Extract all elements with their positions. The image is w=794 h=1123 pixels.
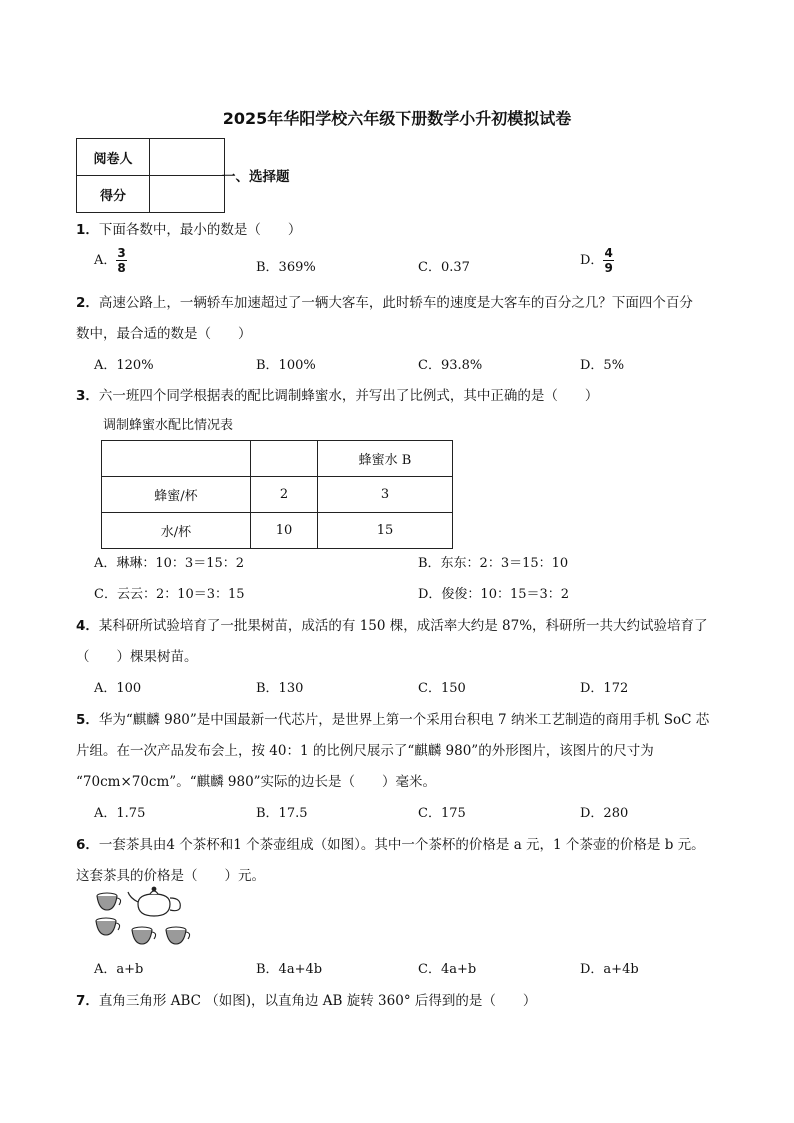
table-cell: 蜂蜜水 B: [318, 441, 453, 477]
q1-option-b: B．369%: [256, 260, 316, 275]
question-text: 六一班四个同学根据表的配比调制蜂蜜水，并写出了比例式，其中正确的是（ ）: [98, 388, 599, 404]
page-title: 2025年华阳学校六年级下册数学小升初模拟试卷: [222, 109, 572, 128]
teaset-figure: [92, 886, 198, 950]
table-cell: 蜂蜜/杯: [102, 477, 251, 513]
question-number: 6．: [76, 837, 99, 853]
question-text: 下面各数中，最小的数是（ ）: [98, 222, 302, 238]
q6-option-c: C．4a+b: [418, 962, 477, 977]
q4-option-b: B．130: [256, 681, 304, 696]
table-cell: 15: [318, 513, 453, 549]
fraction: [116, 246, 126, 275]
grader-score-label: 得分: [77, 176, 150, 213]
table-cell: 2: [251, 477, 318, 513]
fraction-numerator: 4: [604, 246, 613, 260]
fraction-denominator: 8: [117, 261, 126, 275]
question-number: 3．: [76, 388, 99, 404]
fraction: [603, 246, 613, 275]
question-5-line3: “70cm×70cm”。“麒麟 980”实际的边长是（ ）毫米。: [76, 774, 437, 790]
question-3: [76, 384, 598, 404]
question-number: 2．: [76, 295, 99, 311]
q3-option-d: D．俊俊：10：15＝3：2: [418, 587, 570, 602]
option-letter: D．: [580, 253, 604, 268]
table-cell: [251, 441, 318, 477]
question-text-line1: 一套茶具由4 个茶杯和1 个茶壶组成（如图）。其中一个茶杯的价格是 a 元，1 个茶壶的价格是 b 元。: [98, 837, 705, 853]
fraction-denominator: 9: [604, 261, 613, 275]
q6-option-a: A．a+b: [94, 962, 144, 977]
question-5-line2: 片组。在一次产品发布会上，按 40：1 的比例尺展示了“麒麟 980”的外形图片，该图片的尺寸为: [76, 743, 654, 759]
section-title: 一、选择题: [222, 169, 290, 185]
q2-option-d: D．5%: [580, 358, 625, 373]
grader-score-cell: [150, 176, 225, 213]
q4-option-d: D．172: [580, 681, 629, 696]
ratio-table: [101, 440, 453, 549]
table-cell: 水/杯: [102, 513, 251, 549]
question-text: 直角三角形 ABC （如图)，以直角边 AB 旋转 360° 后得到的是（ ）: [98, 993, 537, 1009]
teacup-icon: [96, 918, 120, 935]
question-number: 4．: [76, 618, 99, 634]
question-number: 7．: [76, 993, 99, 1009]
table-cell: 3: [318, 477, 453, 513]
question-6: [76, 833, 705, 853]
table-cell: [102, 441, 251, 477]
q1-option-a: [94, 246, 127, 275]
table-cell: 10: [251, 513, 318, 549]
teacup-icon: [132, 927, 156, 944]
question-6-line2: 这套茶具的价格是（ ）元。: [76, 868, 265, 884]
grader-table: [76, 138, 225, 213]
question-4: [76, 614, 708, 634]
question-text-line1: 华为“麒麟 980”是中国最新一代芯片，是世界上第一个采用台积电 7 纳米工艺制造的商用手机 SoC 芯: [98, 712, 710, 728]
q2-option-c: C．93.8%: [418, 358, 483, 373]
q5-option-a: A．1.75: [94, 806, 146, 821]
q4-option-a: A．100: [94, 681, 142, 696]
q6-option-b: B．4a+4b: [256, 962, 323, 977]
q2-option-a: A．120%: [94, 358, 154, 373]
q6-option-d: D．a+4b: [580, 962, 639, 977]
question-4-line2: （ ）棵果树苗。: [76, 649, 198, 665]
question-number: 1．: [76, 222, 99, 238]
q3-option-a: A．琳琳：10：3＝15：2: [94, 556, 245, 571]
q4-option-c: C．150: [418, 681, 466, 696]
question-number: 5．: [76, 712, 99, 728]
q5-option-b: B．17.5: [256, 806, 308, 821]
option-letter: A．: [94, 253, 117, 268]
question-text-line1: 某科研所试验培育了一批果树苗，成活的有 150 棵，成活率大约是 87%，科研所一共大约试验培育了: [98, 618, 708, 634]
q3-option-b: B．东东：2：3＝15：10: [418, 556, 569, 571]
q1-option-c: C．0.37: [418, 260, 470, 275]
table-caption: 调制蜂蜜水配比情况表: [103, 418, 234, 433]
fraction-numerator: 3: [117, 246, 126, 260]
q1-option-d: [580, 246, 614, 275]
q5-option-c: C．175: [418, 806, 466, 821]
q2-option-b: B．100%: [256, 358, 316, 373]
grader-reader-cell: [150, 139, 225, 176]
teacup-icon: [166, 927, 190, 944]
question-7: [76, 989, 536, 1009]
question-5: [76, 708, 709, 728]
question-1: [76, 218, 301, 238]
table-row: [102, 477, 453, 513]
table-row: [102, 441, 453, 477]
question-text-line1: 高速公路上，一辆轿车加速超过了一辆大客车，此时轿车的速度是大客车的百分之几？下面四个百分: [98, 295, 693, 311]
table-row: [102, 513, 453, 549]
question-2: [76, 291, 693, 311]
q3-option-c: C．云云：2：10＝3：15: [94, 587, 245, 602]
q5-option-d: D．280: [580, 806, 629, 821]
grader-reader-label: 阅卷人: [77, 139, 150, 176]
question-2-line2: 数中，最合适的数是（ ）: [76, 326, 252, 342]
teacup-icon: [97, 893, 121, 910]
teapot-icon: [128, 887, 180, 916]
